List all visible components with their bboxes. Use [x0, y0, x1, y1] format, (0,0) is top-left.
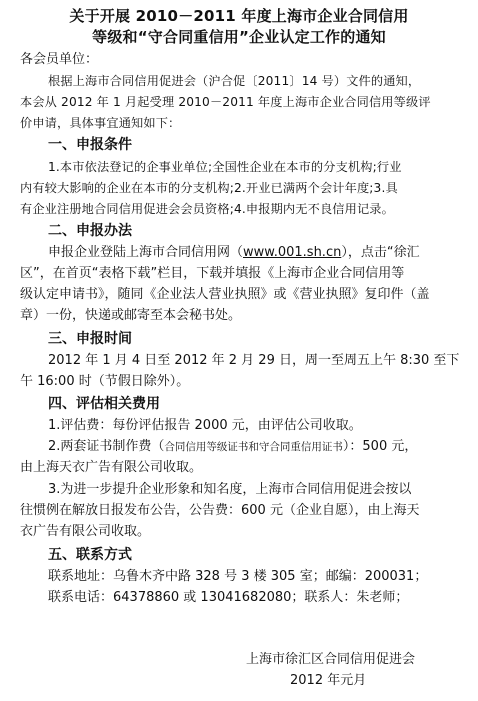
signature-date: 2012 年元月	[290, 673, 367, 688]
contact-phone: 联系电话：64378860 或 13041682080；联系人：朱老师；	[48, 590, 409, 605]
conditions-line-2: 内有较大影响的企业在本市的分支机构;2.开业已满两个会计年度;3.具	[20, 181, 398, 195]
salutation: 各会员单位：	[20, 52, 99, 67]
section-heading-fees: 四、评估相关费用	[48, 396, 160, 412]
fee-item-3-line-2: 往惯例在解放日报发布公告，公告费：600 元（企业自愿），由上海天	[20, 503, 420, 518]
fee-item-2-note: 合同信用等级证书和守合同重信用证书	[164, 441, 343, 453]
fee-item-3-line-3: 衣广告有限公司收取。	[20, 524, 151, 539]
section-heading-method: 二、申报办法	[48, 223, 132, 239]
contact-address: 联系地址：乌鲁木齐中路 328 号 3 楼 305 室；邮编：200031；	[48, 569, 428, 584]
section-heading-contact: 五、联系方式	[48, 547, 132, 563]
intro-line-1: 根据上海市合同信用促进会（沪合促〔2011〕14 号）文件的通知，	[48, 74, 421, 88]
intro-line-2: 本会从 2012 年 1 月起受理 2010－2011 年度上海市企业合同信用等级评	[20, 95, 431, 109]
method-line-1-start: 申报企业登陆上海市合同信用网（	[48, 245, 244, 260]
conditions-line-1: 1.本市依法登记的企事业单位;全国性企业在本市的分支机构;行业	[48, 160, 402, 174]
fee-item-1: 1.评估费：每份评估报告 2000 元，由评估公司收取。	[48, 418, 362, 433]
method-line-3: 级认定申请书》，随同《企业法人营业执照》或《营业执照》复印件（盖	[20, 287, 430, 302]
time-line-1: 2012 年 1 月 4 日至 2012 年 2 月 29 日，周一至周五上午 8:30 至下	[48, 353, 460, 368]
method-line-1	[48, 243, 420, 263]
method-line-1-end: ），点击“徐汇	[341, 245, 420, 260]
time-line-2: 午 16:00 时（节假日除外）。	[20, 374, 190, 389]
signature-organization: 上海市徐汇区合同信用促进会	[246, 652, 416, 667]
notice-title-line-2: 等级和“守合同重信用”企业认定工作的通知	[92, 28, 386, 46]
section-heading-time: 三、申报时间	[48, 331, 132, 347]
section-heading-conditions: 一、申报条件	[48, 137, 132, 153]
fee-item-2-start: 2.两套证书制作费（	[48, 439, 165, 454]
fee-item-2-line-2: 由上海天衣广告有限公司收取。	[20, 460, 203, 475]
conditions-line-3: 有企业注册地合同信用促进会会员资格;4.申报期内无不良信用记录。	[20, 202, 394, 216]
fee-item-3-line-1: 3.为进一步提升企业形象和知名度，上海市合同信用促进会按以	[48, 482, 412, 497]
notice-title-line-1: 关于开展 2010－2011 年度上海市企业合同信用	[69, 7, 409, 25]
intro-line-3: 价申请，具体事宜通知如下：	[20, 116, 181, 130]
fee-item-2	[48, 437, 417, 457]
method-line-4: 章）一份，快递或邮寄至本会秘书处。	[20, 308, 242, 323]
method-line-2: 区”，在首页“表格下载”栏目，下载并填报《上海市企业合同信用等	[20, 266, 405, 281]
fee-item-2-end: ）：500 元，	[342, 439, 418, 454]
credit-website-link[interactable]: www.001.sh.cn	[243, 245, 342, 260]
